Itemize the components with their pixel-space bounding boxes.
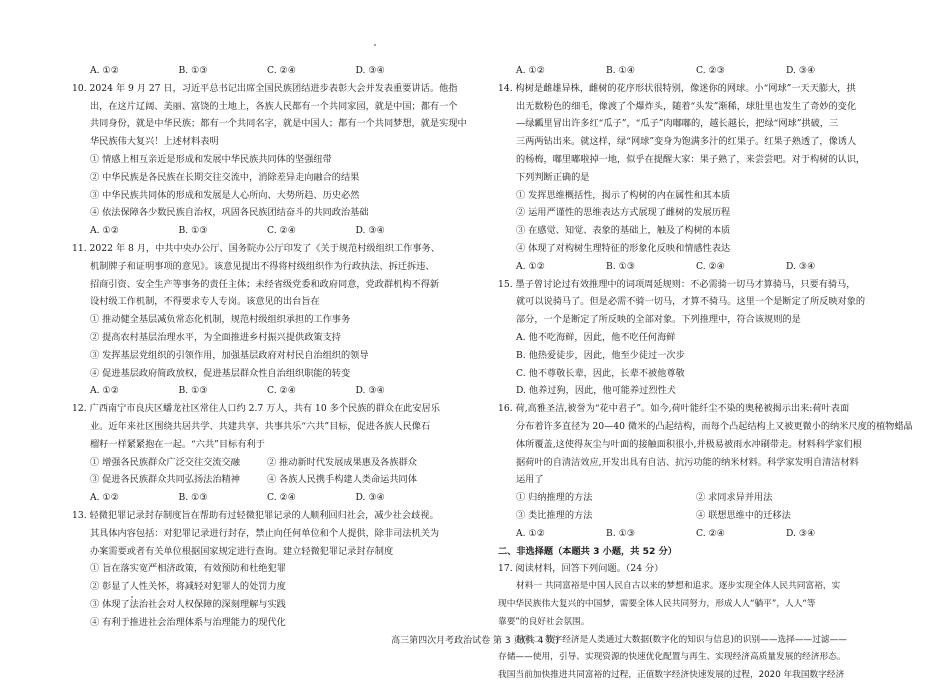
answer-options (72, 222, 444, 240)
statement-item: ① 发挥思维概括性，揭示了构树的内在属性和其本质 (516, 189, 731, 201)
page-speck-top (374, 44, 376, 46)
option-a: A. ①② (90, 492, 119, 504)
option-d: D. ③④ (355, 492, 385, 504)
question-stem: 华民族伟大复兴！上述材料表明 (90, 136, 219, 148)
option-a: A. ①② (90, 225, 119, 237)
question-15 (498, 276, 876, 401)
question-10 (72, 80, 467, 240)
question-stem: 三两两钻出来。就这样，绿“网球”变身为饱满多汁的红果子。红果子熟透了，像诱人 (516, 136, 857, 148)
statement-item: ③ 中华民族共同体的形成和发展是人心所向、大势所趋、历史必然 (90, 189, 360, 201)
option-d: D. ③④ (355, 65, 385, 76)
statement-item: ② 运用严谨性的思维表达方式展现了雌树的发展历程 (516, 207, 731, 219)
question-stem: 榴籽一样紧紧抱在一起。“六共”目标有利于 (90, 438, 265, 450)
question-stem: 出，在这片辽阔、美丽、富饶的土地上，各族人民都有一个共同家园，就是中国；都有一个 (90, 100, 458, 112)
statement-item: ④ 有利于推进社会治理体系与治理能力的现代化 (90, 616, 286, 628)
question-stem: 运用了 (516, 474, 544, 486)
question-stem: 下列判断正确的是 (516, 171, 590, 183)
statement-item: ③ 在感觉、知觉、表象的基础上，触及了构树的本质 (516, 225, 731, 237)
question-stem: 13. 轻微犯罪记录封存制度旨在帮助有过轻微犯罪记录的人顺利回归社会，减少社会歧视。 (72, 509, 439, 521)
question-stem: —绿瓤里冒出许多红“瓜子”，“瓜子”肉嘟嘟的，越长越长，把绿“网球”拱破，三 (516, 118, 839, 130)
material-two: 材料二 数字经济是人类通过大数据(数字化的知识与信息)的识别——选择——过滤—— (516, 634, 847, 645)
right-column (498, 62, 913, 685)
statement-item: ② 中华民族是各民族在长期交往交流中，消除差异走向融合的结果 (90, 171, 360, 183)
answer-options (72, 382, 444, 400)
option-d: D. ③④ (786, 65, 816, 76)
question-stem: 业。近年来社区围绕共居共学、共建共享、共事共乐“六共”目标，促进各族人民像石 (90, 420, 431, 432)
statement-item: ③ 促进各民族群众共同弘扬法治精神 (90, 474, 240, 486)
statement-item: ④ 联想思维中的迁移法 (696, 509, 791, 521)
choice-item: B. 他热爱徒步，因此，他至少徒过一次步 (516, 349, 685, 361)
question-stem: 16. 荷,高雅圣洁,被誉为“花中君子”。如今,荷叶能纤尘不染的奥秘被揭示出来:荷叶表面 (498, 403, 850, 415)
question-11 (72, 240, 444, 400)
statement-item: ② 提高农村基层治理水平，为全面推进乡村振兴提供政策支持 (90, 331, 341, 343)
statement-item: ④ 各族人民携手构建人类命运共同体 (267, 474, 417, 486)
option-a: A. ①② (90, 65, 119, 76)
material-one: 现中华民族伟大复兴的中国梦，需要全体人民共同努力，形成人人“躺平”，人人“等 (498, 598, 816, 609)
material-two: 存储——使用，引导、实现资源的快速优化配置与再生、实现经济高质量发展的经济形态。 (498, 652, 846, 663)
statement-item: ④ 依法保障各少数民族自治权，巩固各民族团结奋斗的共同政治基础 (90, 207, 369, 219)
question-stem: 17. 阅读材料，回答下列问题。（24 分） (498, 563, 664, 575)
choice-item: A. 他不吃海鲜，因此，他不吃任何海鲜 (516, 331, 676, 343)
question-stem: 10. 2024 年 9 月 27 日，习近平总书记出席全国民族团结进步表彰大会并发表重要讲话。他指 (72, 82, 458, 94)
question-stem: 15. 墨子曾讨论过有效推理中的词项周延规则：不必需骑一切马才算骑马，只要有骑马， (498, 278, 856, 290)
option-b: B. ①④ (606, 65, 636, 76)
question-stem: 11. 2022 年 8 月，中共中央办公厅、国务院办公厅印发了《关于规范村级组织工作事务、 (72, 242, 440, 254)
question-stem: 办案需要或者有关单位根据国家规定进行查询。建立轻微犯罪记录封存制度 (90, 545, 394, 557)
left-column (72, 62, 467, 632)
option-d: D. ③④ (355, 385, 385, 397)
statement-item: ③ 类比推理的方法 (516, 509, 593, 521)
question-stem: 其具体内容包括：对犯罪记录进行封存，禁止向任何单位和个人提供，除非司法机关为 (90, 527, 440, 539)
statement-pair (72, 471, 444, 489)
statement-pair (72, 454, 444, 472)
question-stem: 共同身份，就是中华民族；都有一个共同名字，就是中国人；都有一个共同梦想，就是实现中 (90, 118, 467, 130)
option-b: B. ①③ (178, 225, 208, 237)
question-16 (498, 400, 913, 542)
section-heading: 二、非选择题（本题共 3 小题，共 52 分） (498, 545, 677, 557)
question-stem: 设村级工作机制，不得要求专人专岗。该意见的出台旨在 (90, 296, 320, 308)
question-stem: 部分，一个是断定了所反映的全部对象。下列推理中，符合该规则的是 (516, 314, 801, 326)
statement-item: ③ 发挥基层党组织的引领作用，加强基层政府对村民自治组织的领导 (90, 349, 369, 361)
question-stem: 出无数粉色的细毛，像渡了个爆炸头，随着“头发”渐稀，球肚里也发生了奇妙的变化 (516, 100, 857, 112)
option-a: A. ①② (516, 527, 545, 539)
option-c: C. ②④ (267, 225, 297, 237)
answer-options (498, 258, 876, 276)
statement-item: ② 推动新时代发展成果惠及各族群众 (267, 456, 417, 468)
prev-question-options (72, 62, 444, 80)
question-stem: 12. 广西南宁市良庆区蟠龙社区常住人口约 2.7 万人，共有 10 多个民族的群众在此安居乐 (72, 403, 440, 415)
option-d: D. ③④ (786, 527, 816, 539)
option-d: D. ③④ (355, 225, 385, 237)
prev-question-options (498, 62, 876, 80)
answer-options (72, 489, 444, 507)
answer-options (498, 525, 876, 543)
statement-item: ① 情感上相互亲近是形成和发展中华民族共同体的坚强纽带 (90, 153, 332, 165)
statement-item: ③ 体现了法治社会对人权保障的深刻理解与实践 (90, 598, 286, 610)
option-a: A. ①② (516, 260, 545, 272)
option-b: B. ①③ (178, 385, 208, 397)
question-stem: 分布着许多直径为 20—40 微米的凸起结构，而每个凸起结构上又被更微小的纳米尺度的植物蜡晶 (516, 420, 913, 432)
question-12 (72, 400, 444, 507)
statement-item: ② 求同求异并用法 (696, 492, 773, 504)
question-13 (72, 507, 444, 632)
statement-item: ① 旨在落实宽严相济政策，有效预防和杜绝犯罪 (90, 563, 286, 575)
choice-item: D. 他养过狗，因此，他可能养过烈性犬 (516, 385, 676, 397)
question-stem: 机制牌子和证明事项的意见》。该意见提出不得将村级组织作为行政执法、拆迁拆违、 (90, 260, 435, 272)
option-b: B. ①③ (606, 260, 636, 272)
question-stem: 体所覆盖,这使得灰尘与叶面的接触面积很小,并极易被雨水冲刷带走。材料科学家们根 (516, 438, 862, 450)
statement-item: ④ 促进基层政府简政放权，促进基层群众性自治组织职能的转变 (90, 367, 351, 379)
question-17 (498, 560, 876, 685)
option-b: B. ①③ (178, 65, 208, 76)
question-stem: 据荷叶的自清洁效应,开发出具有自洁、抗污功能的纳米材料。科学家发明自清洁材料 (516, 456, 859, 468)
statement-pair (498, 489, 876, 507)
question-stem: 就可以说骑马了。但是必需不骑一切马，才算不骑马。这里一个是断定了所反映对象的 (516, 296, 866, 308)
option-b: B. ①③ (178, 492, 208, 504)
option-a: A. ①② (516, 65, 545, 76)
question-14 (498, 80, 876, 276)
statement-item: ① 推动健全基层减负常态化机制，规范村级组织承担的工作事务 (90, 314, 351, 326)
statement-item: ① 归纳推理的方法 (516, 492, 593, 504)
page-footer: 高三第四次月考政治试卷 第 3 页(共 4 页) (391, 636, 559, 646)
statement-item: ④ 体现了对构树生理特征的形象化反映和情感性表达 (516, 242, 731, 254)
material-one: 靠要”的良好社会氛围。 (498, 616, 590, 627)
option-c: C. ②④ (696, 260, 726, 272)
option-a: A. ①② (90, 385, 119, 397)
option-c: C. ②④ (267, 492, 297, 504)
question-stem: 14. 构树是雌雄异株，雌树的花序形状很特别，像迷你的网球。小“网球”一天天膨大，拱 (498, 82, 856, 94)
option-c: C. ②④ (267, 65, 297, 76)
material-two: 我国当前加快推进共同富裕的过程，正值数字经济快速发展的过程，2020 年我国数字经济 (498, 670, 845, 681)
option-b: B. ①③ (606, 527, 636, 539)
choice-item: C. 他不尊敬长辈，因此，长辈不被他尊敬 (516, 367, 685, 379)
statement-item: ① 增强各民族群众广泛交往交流交融 (90, 456, 240, 468)
statement-pair (498, 507, 876, 525)
question-stem: 的杨梅，嘟里嘟啦掉一地，似乎在提醒大家：果子熟了，来尝尝吧。对于构树的认识， (516, 153, 866, 165)
material-one: 材料一 共同富裕是中国人民自古以来的梦想和追求。逐步实现全体人民共同富裕，实 (516, 581, 841, 592)
option-c: C. ②④ (696, 527, 726, 539)
question-stem: 招商引资、安全生产等事务的责任主体；未经省级党委和政府同意，党政群机构不得新 (90, 278, 440, 290)
option-c: C. ②③ (696, 65, 726, 76)
option-c: C. ②④ (267, 385, 297, 397)
statement-item: ② 彰显了人性关怀，将减轻对犯罪人的处罚力度 (90, 581, 286, 593)
option-d: D. ③④ (786, 260, 816, 272)
